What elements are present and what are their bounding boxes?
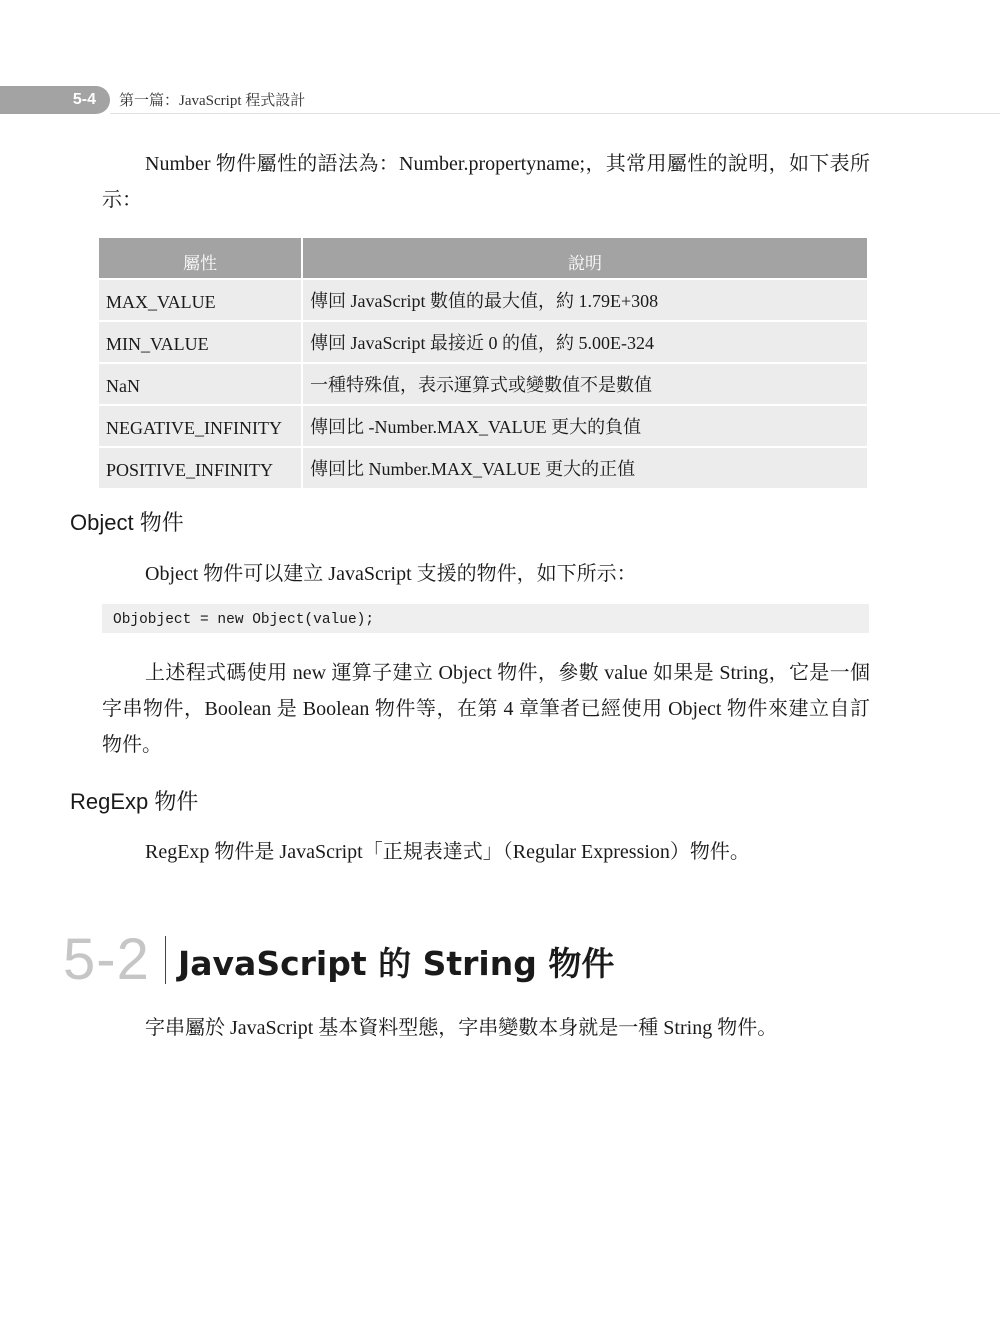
property-description: 傳回 JavaScript 數值的最大值，約 1.79E+308 <box>302 279 867 321</box>
column-header-property: 屬性 <box>99 238 302 279</box>
section-number: 5-2 <box>63 927 150 992</box>
table-row <box>99 321 867 363</box>
section-title: JavaScript 的 String 物件 <box>178 944 615 983</box>
column-header-description: 說明 <box>302 238 867 279</box>
property-description: 傳回比 Number.MAX_VALUE 更大的正值 <box>302 447 867 488</box>
property-name: NaN <box>99 363 302 405</box>
table-row <box>99 279 867 321</box>
table-row <box>99 363 867 405</box>
property-name: NEGATIVE_INFINITY <box>99 405 302 447</box>
page-number: 5-4 <box>72 91 96 108</box>
code-block: Objobject = new Object(value); <box>102 604 869 633</box>
section-divider-bar <box>165 936 166 984</box>
table-header-row <box>99 238 867 279</box>
object-paragraph: Object 物件可以建立 JavaScript 支援的物件，如下所示： <box>145 563 637 585</box>
property-name: MIN_VALUE <box>99 321 302 363</box>
number-properties-table <box>99 238 867 488</box>
property-name: POSITIVE_INFINITY <box>99 447 302 488</box>
property-description: 傳回比 -Number.MAX_VALUE 更大的負值 <box>302 405 867 447</box>
property-name: MAX_VALUE <box>99 279 302 321</box>
table-row <box>99 405 867 447</box>
object-heading: Object 物件 <box>70 510 184 535</box>
part-title: 第一篇：JavaScript 程式設計 <box>119 93 306 109</box>
table-row <box>99 447 867 488</box>
regexp-paragraph: RegExp 物件是 JavaScript「正規表達式」（Regular Expression）物件。 <box>145 841 750 863</box>
regexp-heading: RegExp 物件 <box>70 789 199 814</box>
object-explanation-paragraph: 上述程式碼使用 new 運算子建立 Object 物件，參數 value 如果是 String，它是一個字串物件，Boolean 是 Boolean 物件等，在第 4 章筆者已經使用 Object 物件來建立自訂物件。 <box>102 662 870 756</box>
header-rule <box>110 113 1000 114</box>
property-description: 傳回 JavaScript 最接近 0 的值，約 5.00E-324 <box>302 321 867 363</box>
intro-paragraph: Number 物件屬性的語法為：Number.propertyname;，其常用屬性的說明，如下表所示： <box>102 153 870 211</box>
property-description: 一種特殊值，表示運算式或變數值不是數值 <box>302 363 867 405</box>
running-header <box>0 86 1000 114</box>
page-number-tab <box>0 86 110 114</box>
string-intro-paragraph: 字串屬於 JavaScript 基本資料型態，字串變數本身就是一種 String 物件。 <box>145 1017 778 1039</box>
